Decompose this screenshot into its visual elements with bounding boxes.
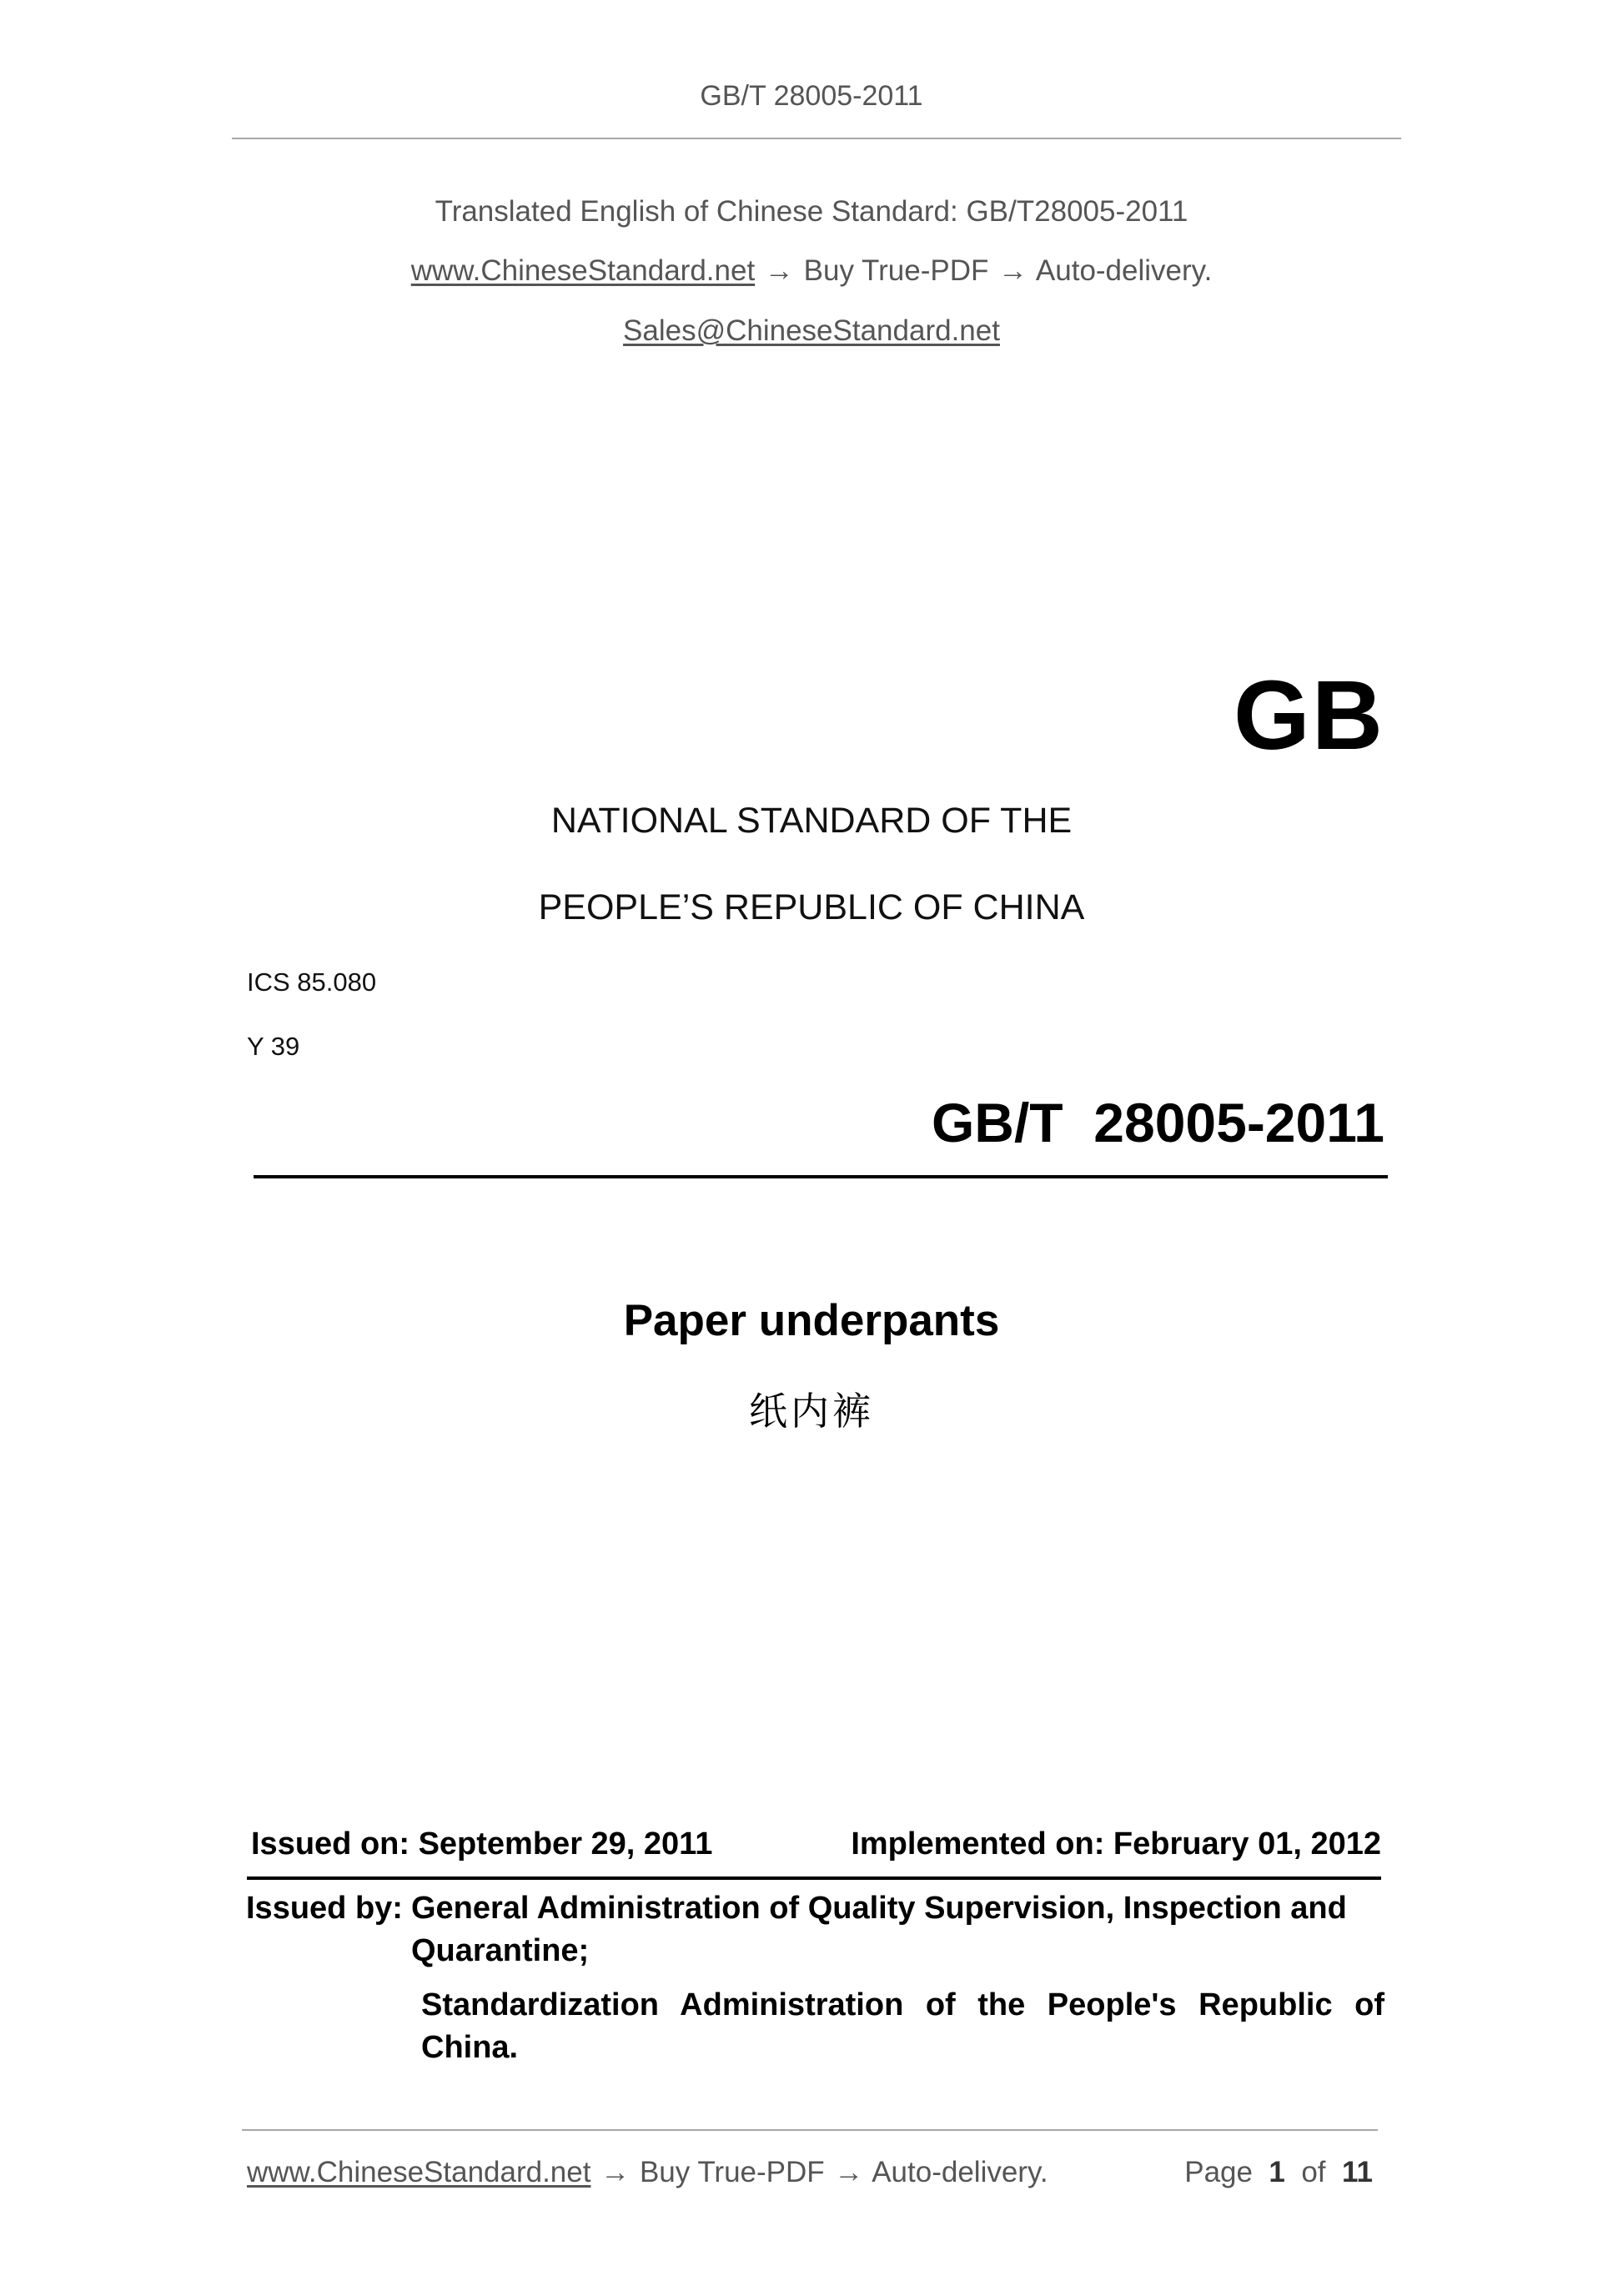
national-standard-line2: PEOPLE’S REPUBLIC OF CHINA [538,887,1085,927]
arrow-right-icon: → [834,2156,864,2188]
issuers-row [246,1887,1384,1972]
standard-number: GB/T 28005-2011 [931,1092,1384,1153]
auto-delivery-text: Auto-delivery. [1035,254,1213,287]
footer-divider [242,2129,1378,2131]
ics-code: ICS 85.080 [247,967,377,997]
ccs-code: Y 39 [247,1032,300,1061]
national-standard-line1: NATIONAL STANDARD OF THE [550,801,1073,841]
dates-rule [247,1876,1381,1880]
of-word: of [1301,2156,1326,2188]
arrow-right-icon: → [600,2156,631,2188]
translation-notice: Translated English of Chinese Standard: GB/T28005-2011 [435,195,1188,228]
issuer-spacer [246,1972,1384,1984]
issuers-block [246,1887,1384,2069]
sales-email-link[interactable]: Sales@ChineseStandard.net [623,314,1000,347]
running-header: GB/T 28005-2011 [700,80,923,112]
implemented-on-date: Implemented on: February 01, 2012 [851,1826,1381,1861]
arrow-right-icon: → [764,254,794,287]
page-word: Page [1184,2156,1253,2188]
document-title-english: Paper underpants [623,1296,1000,1345]
document-title-chinese: 纸内裤 [749,1389,874,1434]
email-line [0,314,1623,348]
gb-mark: GB [1234,661,1384,771]
standard-number-rule [254,1175,1388,1178]
header-divider [232,138,1401,139]
issuer-sac: Standardization Administration of the People's Republic of China. [421,1987,1384,2065]
footer-buy-text: Buy True-PDF [639,2156,825,2188]
purchase-line [0,254,1623,288]
arrow-right-icon: → [998,254,1028,287]
page-total: 11 [1342,2156,1373,2188]
issued-on-date: Issued on: September 29, 2011 [251,1826,713,1861]
page-current: 1 [1269,2156,1285,2188]
footer-purchase-line [247,2156,1048,2189]
footer-auto-delivery-text: Auto-delivery. [872,2156,1048,2188]
footer-site-link[interactable]: www.ChineseStandard.net [247,2156,591,2188]
issued-by-label: Issued by: [246,1891,403,1926]
site-link[interactable]: www.ChineseStandard.net [410,254,756,287]
page-indicator [1184,2156,1373,2189]
issuer-aqsiq: General Administration of Quality Supervision, Inspection and Quarantine; [410,1891,1347,1968]
buy-true-pdf-text: Buy True-PDF [803,254,989,287]
